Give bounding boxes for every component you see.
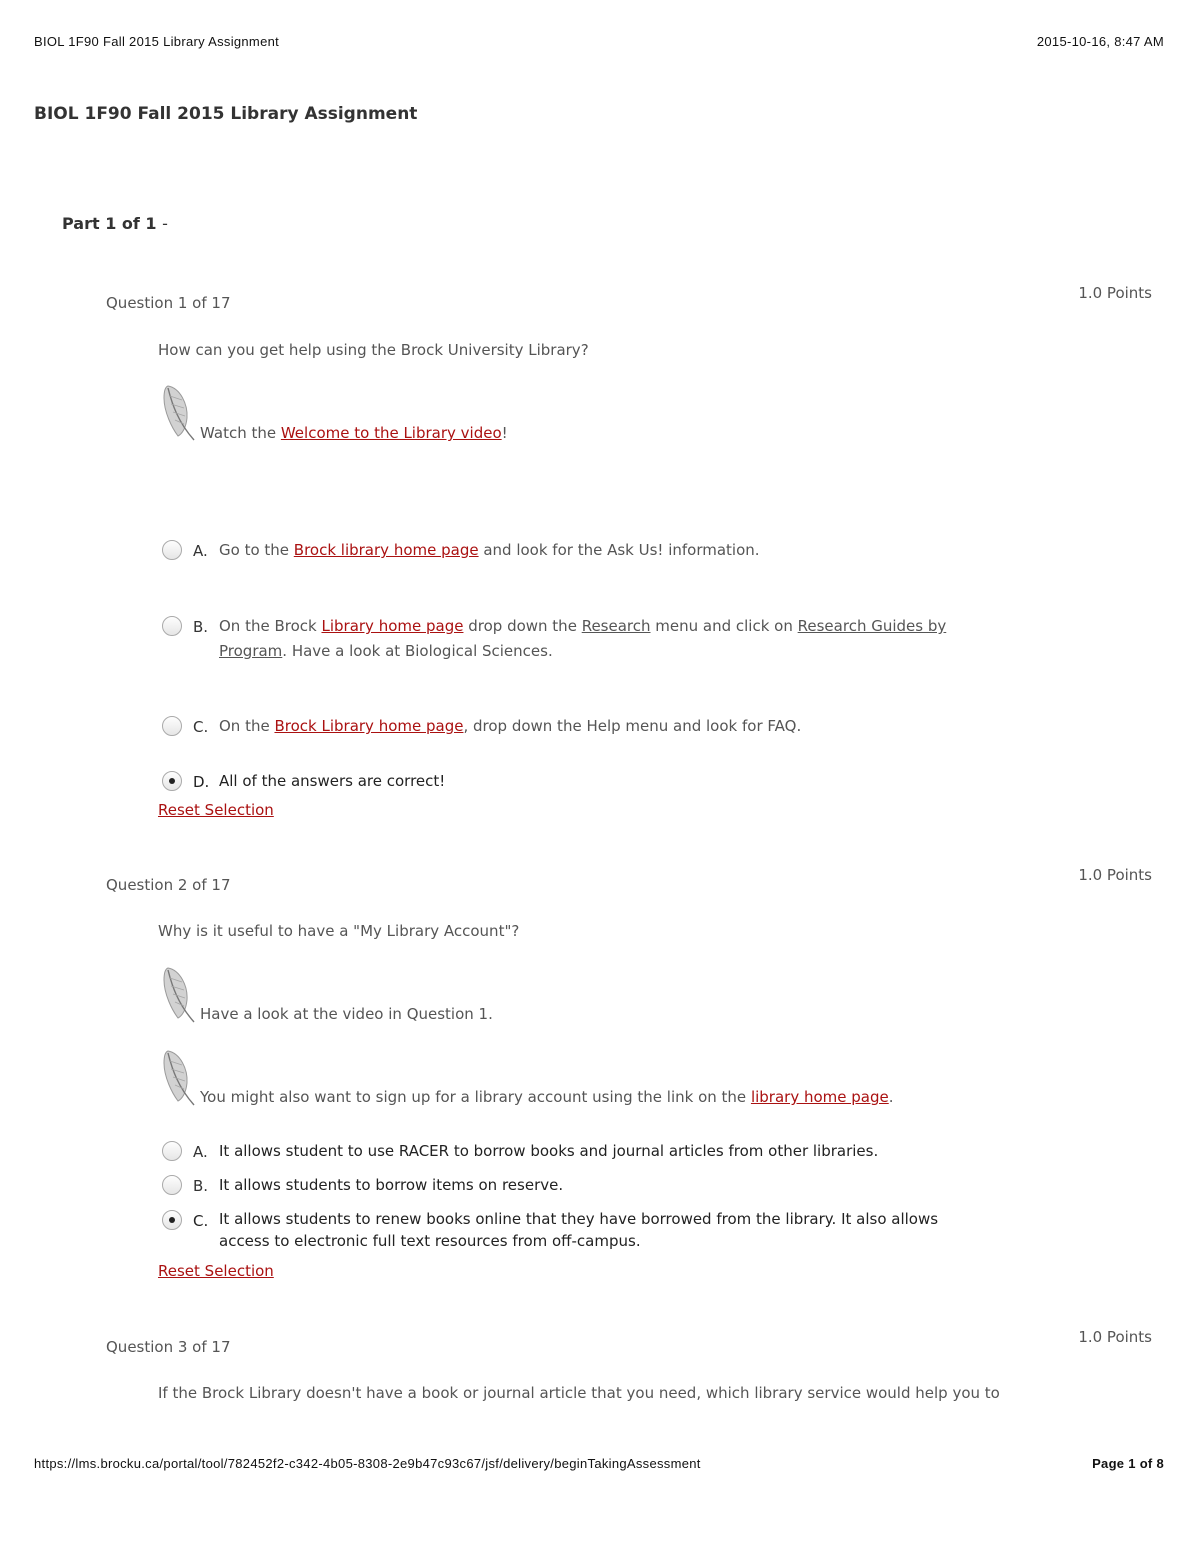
print-footer-url: https://lms.brocku.ca/portal/tool/782452f2-c342-4b05-8308-2e9b47c93c67/jsf/delivery/beginTakingAssessment	[34, 1456, 701, 1471]
answer-letter: C.	[193, 718, 209, 736]
hint-text	[200, 424, 508, 442]
question-label: Question 1 of 17	[106, 294, 231, 312]
question-header	[106, 866, 1152, 894]
question-points: 1.0 Points	[1078, 1328, 1152, 1346]
radio-button-selected[interactable]	[162, 1210, 182, 1230]
answer-text-part: menu and click on	[650, 617, 798, 635]
answer-text-part: . Have a look at Biological Sciences.	[282, 642, 553, 660]
question-header	[106, 1328, 1152, 1356]
hint-text-before: You might also want to sign up for a library account using the link on the	[200, 1088, 751, 1106]
library-home-link[interactable]: library home page	[750, 1088, 889, 1106]
reset-selection-link[interactable]: Reset Selection	[158, 1262, 274, 1280]
question-header	[106, 284, 1152, 312]
answer-letter: C.	[193, 1212, 209, 1230]
answer-text	[219, 538, 982, 563]
answer-text	[219, 714, 982, 739]
answer-letter: B.	[193, 1177, 209, 1195]
part-suffix: -	[162, 214, 168, 233]
reset-selection-link[interactable]: Reset Selection	[158, 801, 274, 819]
answer-text-part: drop down the	[463, 617, 582, 635]
feather-icon	[160, 1047, 198, 1107]
answer-text-part: Go to the	[219, 541, 294, 559]
library-home-link[interactable]: Library home page	[321, 617, 464, 635]
page-title: BIOL 1F90 Fall 2015 Library Assignment	[34, 104, 418, 124]
hint-text-after: !	[501, 424, 508, 442]
radio-button[interactable]	[162, 716, 182, 736]
feather-icon	[160, 382, 198, 442]
print-footer	[34, 1456, 1164, 1471]
answer-text-part: On the	[219, 717, 275, 735]
answer-text: All of the answers are correct!	[219, 772, 446, 790]
welcome-video-link[interactable]: Welcome to the Library video	[280, 424, 502, 442]
question-label: Question 2 of 17	[106, 876, 231, 894]
radio-button[interactable]	[162, 1175, 182, 1195]
answer-letter: B.	[193, 618, 209, 636]
hint-text	[200, 1088, 894, 1106]
question-text: If the Brock Library doesn't have a book or journal article that you need, which library service would help you to	[158, 1384, 1000, 1402]
hint-text: Have a look at the video in Question 1.	[200, 1005, 493, 1023]
print-header-title: BIOL 1F90 Fall 2015 Library Assignment	[34, 34, 280, 49]
research-guides-link[interactable]: Research Guides by Program	[219, 617, 947, 660]
page-number: Page 1 of 8	[1092, 1456, 1164, 1471]
answer-letter: D.	[193, 773, 210, 791]
radio-button-selected[interactable]	[162, 771, 182, 791]
print-header-datetime: 2015-10-16, 8:47 AM	[1036, 34, 1164, 49]
answer-text-part: On the Brock	[219, 617, 322, 635]
answer-text: It allows students to borrow items on reserve.	[219, 1176, 564, 1194]
part-title	[62, 214, 168, 233]
answer-letter: A.	[193, 1143, 208, 1161]
research-menu-link[interactable]: Research	[581, 617, 651, 635]
hint-text-before: Watch the	[200, 424, 281, 442]
answer-text-part: and look for the Ask Us! information.	[478, 541, 760, 559]
question-points: 1.0 Points	[1078, 866, 1152, 884]
answer-text	[219, 614, 982, 664]
radio-button[interactable]	[162, 616, 182, 636]
radio-button[interactable]	[162, 1141, 182, 1161]
feather-icon	[160, 964, 198, 1024]
question-text: Why is it useful to have a "My Library Account"?	[158, 922, 520, 940]
brock-library-home-link[interactable]: Brock Library home page	[274, 717, 464, 735]
question-points: 1.0 Points	[1078, 284, 1152, 302]
brock-library-home-link[interactable]: Brock library home page	[293, 541, 479, 559]
answer-text-part: , drop down the Help menu and look for FAQ.	[463, 717, 802, 735]
radio-button[interactable]	[162, 540, 182, 560]
question-label: Question 3 of 17	[106, 1338, 231, 1356]
hint-text-after: .	[888, 1088, 894, 1106]
part-label: Part 1 of 1	[62, 214, 157, 233]
answer-text: It allows student to use RACER to borrow books and journal articles from other libraries.	[219, 1142, 879, 1160]
print-header	[34, 34, 1164, 49]
question-text: How can you get help using the Brock University Library?	[158, 341, 589, 359]
answer-text: It allows students to renew books online that they have borrowed from the library. It also allows access to electronic full text resources from off-campus.	[219, 1210, 939, 1250]
answer-letter: A.	[193, 542, 208, 560]
